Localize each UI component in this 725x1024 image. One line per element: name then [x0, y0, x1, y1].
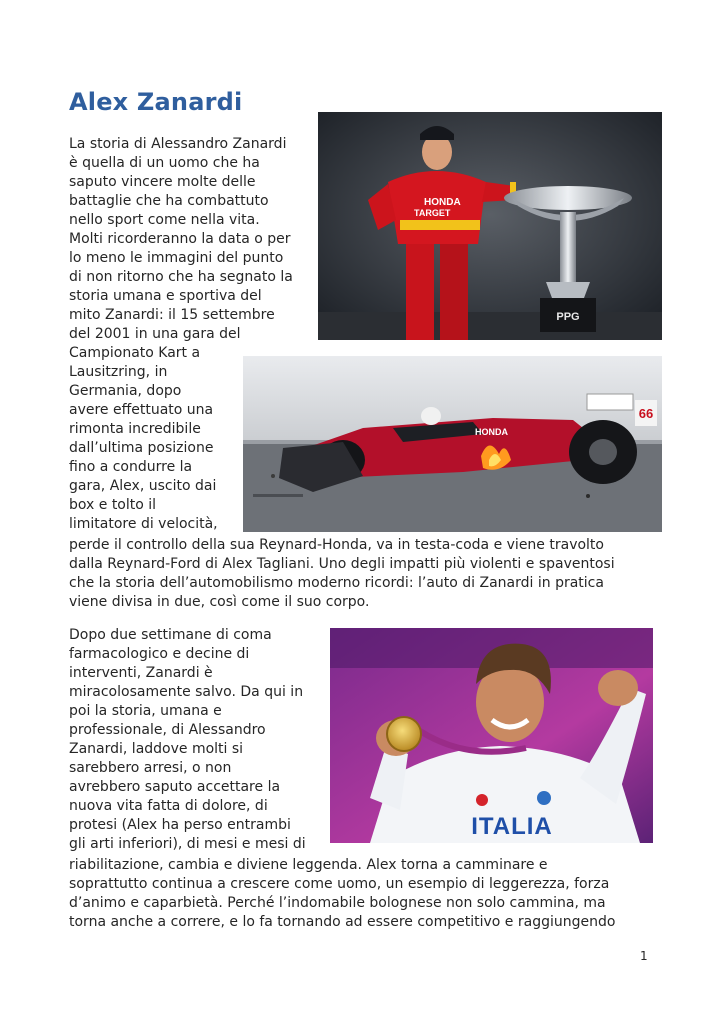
page-number: 1	[640, 949, 648, 963]
text-line: avere effettuato una	[69, 402, 214, 418]
jersey-text: ITALIA	[471, 813, 553, 840]
text-line: del 2001 in una gara del	[69, 326, 241, 342]
text-line: Campionato Kart a	[69, 345, 201, 361]
text-line: Zanardi, laddove molti si	[69, 741, 244, 757]
text-line: La storia di Alessandro Zanardi	[69, 136, 287, 152]
suit-sponsor-honda: HONDA	[424, 197, 461, 208]
text-line: miracolosamente salvo. Da qui in	[69, 684, 304, 700]
text-line: gli arti inferiori), di mesi e mesi di	[69, 836, 306, 852]
car-number: 66	[638, 406, 654, 421]
suit-sponsor-target: TARGET	[414, 208, 451, 218]
text-line: mito Zanardi: il 15 settembre	[69, 307, 275, 323]
text-line: gara, Alex, uscito dai	[69, 478, 217, 494]
text-line: viene divisa in due, così come il suo corpo.	[69, 594, 370, 610]
text-line: poi la storia, umana e	[69, 703, 222, 719]
text-line: Molti ricorderanno la data o per	[69, 231, 291, 247]
photo-athlete-gold-medal	[330, 628, 653, 843]
text-line: torna anche a correre, e lo fa tornando ad essere competitivo e raggiungendo	[69, 914, 616, 930]
text-line: rimonta incredibile	[69, 421, 201, 437]
text-line: sarebbero arresi, o non	[69, 760, 232, 776]
car-sponsor: HONDA	[475, 427, 508, 437]
page-title: Alex Zanardi	[69, 88, 243, 116]
text-line: box e tolto il	[69, 497, 157, 513]
text-line: Lausitzring, in	[69, 364, 168, 380]
text-line: avrebbero saputo accettare la	[69, 779, 281, 795]
text-line: farmacologico e decine di	[69, 646, 250, 662]
photo-crashed-race-car	[243, 356, 662, 532]
text-line: soprattutto continua a crescere come uomo, un esempio di leggerezza, forza	[69, 876, 610, 892]
text-line: dalla Reynard-Ford di Alex Tagliani. Uno degli impatti più violenti e spaventosi	[69, 556, 615, 572]
text-line: Germania, dopo	[69, 383, 182, 399]
text-line: è quella di un uomo che ha	[69, 155, 260, 171]
text-line: saputo vincere molte delle	[69, 174, 256, 190]
text-line: interventi, Zanardi è	[69, 665, 213, 681]
text-line: Dopo due settimane di coma	[69, 627, 272, 643]
text-line: battaglie che ha combattuto	[69, 193, 269, 209]
trophy-logo: PPG	[556, 311, 580, 323]
text-line: limitatore di velocità,	[69, 516, 218, 532]
text-line: riabilitazione, cambia e diviene leggenda. Alex torna a camminare e	[69, 857, 548, 873]
text-line: che la storia dell’automobilismo moderno ricordi: l’auto di Zanardi in pratica	[69, 575, 604, 591]
text-line: dall’ultima posizione	[69, 440, 214, 456]
text-line: perde il controllo della sua Reynard-Honda, va in testa-coda e viene travolto	[69, 537, 604, 553]
photo-driver-with-trophy	[318, 112, 662, 340]
text-line: di non ritorno che ha segnato la	[69, 269, 293, 285]
text-line: d’animo e caparbietà. Perché l’indomabile bolognese non solo cammina, ma	[69, 895, 606, 911]
text-line: lo meno le immagini del punto	[69, 250, 284, 266]
text-line: professionale, di Alessandro	[69, 722, 266, 738]
text-line: fino a condurre la	[69, 459, 193, 475]
text-line: storia umana e sportiva del	[69, 288, 262, 304]
text-line: nello sport come nella vita.	[69, 212, 260, 228]
text-line: nuova vita fatta di dolore, di	[69, 798, 268, 814]
text-line: protesi (Alex ha perso entrambi	[69, 817, 291, 833]
